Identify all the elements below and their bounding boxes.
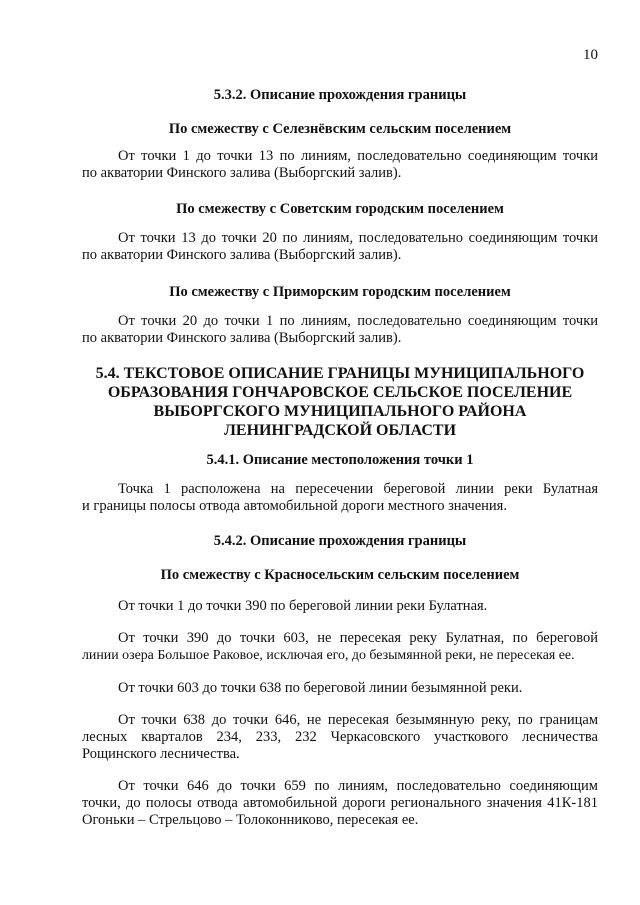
paragraph-line: От точки 646 до точки 659 по линиям, последовательно соединяющим (118, 778, 598, 794)
paragraph-line: по акватории Финского залива (Выборгский залив). (82, 247, 402, 263)
paragraph-line: От точки 20 до точки 1 по линиям, последовательно соединяющим точки (118, 313, 598, 329)
title-line: ОБРАЗОВАНИЯ ГОНЧАРОВСКОЕ СЕЛЬСКОЕ ПОСЕЛЕНИЕ (107, 384, 573, 401)
paragraph-638-646 (82, 712, 598, 763)
paragraph-line: От точки 1 до точки 13 по линиям, последовательно соединяющим точки (118, 148, 598, 164)
paragraph-603-638 (82, 680, 598, 697)
section-heading-5-4-2: 5.4.2. Описание прохождения границы (213, 533, 467, 549)
paragraph-primorskoe (82, 313, 598, 347)
section-title-5-4 (82, 364, 598, 440)
paragraph-line: От точки 638 до точки 646, не пересекая безымянную реку, по границам (118, 712, 598, 728)
title-line: ЛЕНИНГРАДСКОЙ ОБЛАСТИ (223, 422, 457, 439)
paragraph-line: Огоньки – Стрельцово – Толоконниково, пересекая ее. (82, 812, 419, 828)
paragraph-line: и границы полосы отвода автомобильной дороги местного значения. (82, 498, 507, 514)
title-line: 5.4. ТЕКСТОВОЕ ОПИСАНИЕ ГРАНИЦЫ МУНИЦИПАЛЬНОГО (95, 365, 585, 382)
paragraph-line: лесных кварталов 234, 233, 232 Черкасовского участкового лесничества (82, 729, 598, 745)
section-heading-5-4-1: 5.4.1. Описание местоположения точки 1 (206, 452, 474, 468)
paragraph-line: по акватории Финского залива (Выборгский залив). (82, 330, 402, 346)
section-heading-5-3-2: 5.3.2. Описание прохождения границы (213, 87, 467, 103)
paragraph-line: Рощинского лесничества. (82, 746, 240, 762)
title-line: ВЫБОРГСКОГО МУНИЦИПАЛЬНОГО РАЙОНА (153, 403, 527, 420)
subheading-primorskoe: По смежеству с Приморским городским поселением (169, 284, 511, 300)
paragraph-line: От точки 1 до точки 390 по береговой линии реки Булатная. (118, 598, 488, 614)
subheading-seleznevskoe: По смежеству с Селезнёвским сельским поселением (168, 121, 512, 137)
paragraph-646-659 (82, 778, 598, 829)
page-number: 10 (583, 47, 598, 63)
paragraph-point-1 (82, 481, 598, 515)
paragraph-line: Точка 1 расположена на пересечении береговой линии реки Булатная (118, 481, 598, 497)
paragraph-line: От точки 13 до точки 20 по линиям, последовательно соединяющим точки (118, 230, 598, 246)
paragraph-line: От точки 390 до точки 603, не пересекая реку Булатная, по береговой (118, 630, 598, 646)
paragraph-sovetskoe (82, 230, 598, 264)
paragraph-1-390 (82, 598, 598, 615)
paragraph-seleznevskoe (82, 148, 598, 182)
paragraph-line: От точки 603 до точки 638 по береговой линии безымянной реки. (118, 680, 523, 696)
paragraph-line: по акватории Финского залива (Выборгский залив). (82, 165, 402, 181)
subheading-sovetskoe: По смежеству с Советским городским поселением (176, 201, 504, 217)
paragraph-line: точки, до полосы отвода автомобильной дороги регионального значения 41К-181 (82, 795, 598, 811)
subheading-krasnoselskoe: По смежеству с Красносельским сельским поселением (160, 567, 520, 583)
paragraph-390-603 (82, 630, 598, 664)
paragraph-line: линии озера Большое Раковое, исключая его, до безымянной реки, не пересекая ее. (82, 648, 575, 663)
